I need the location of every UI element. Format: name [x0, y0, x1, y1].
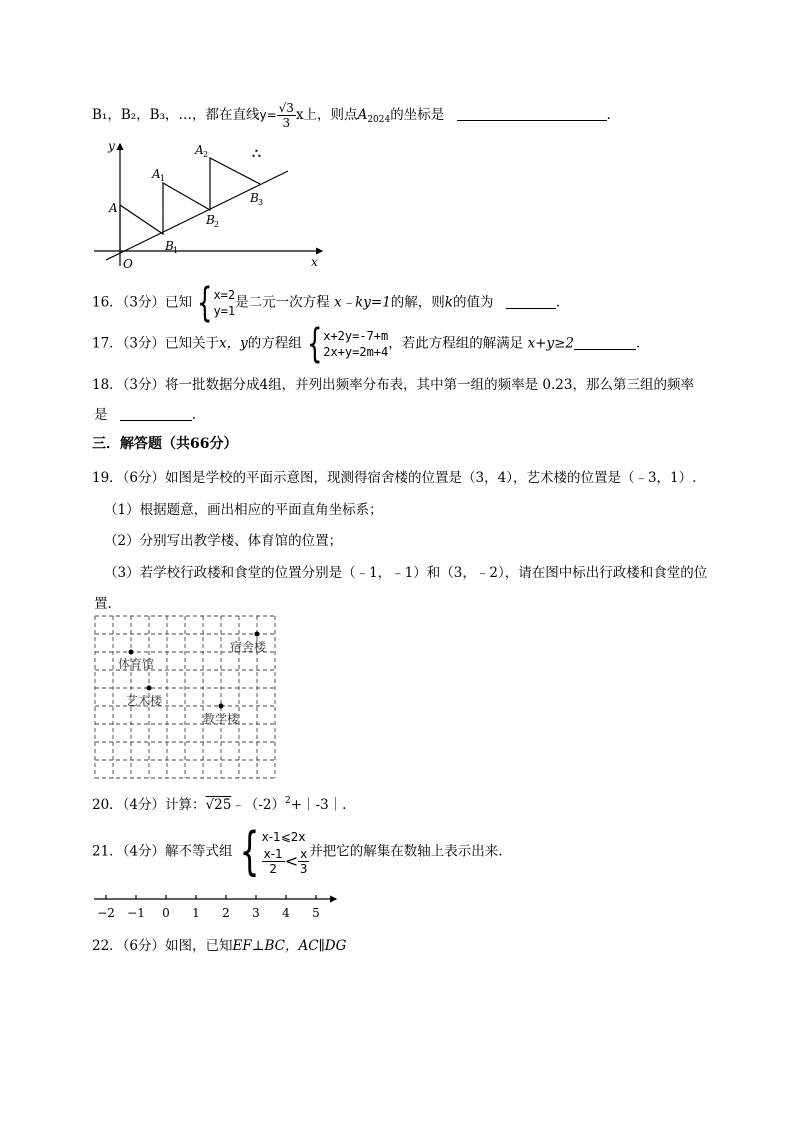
- tick-label: −1: [127, 906, 145, 920]
- tick-label: 4: [282, 906, 290, 920]
- tick-label: 1: [192, 906, 200, 920]
- label-a2-sub: 2: [203, 150, 209, 159]
- q16-k: k: [444, 294, 453, 311]
- q19-part2: （2）分别写出教学楼、体育馆的位置；: [104, 533, 343, 549]
- label-b2-sub: 2: [214, 220, 220, 229]
- q21-brace: {: [239, 822, 260, 882]
- q21-frac1-num: x-1: [263, 846, 283, 861]
- q20-exp: 2: [284, 796, 291, 806]
- q21-num: 21．（4分）解不等式组: [92, 843, 233, 860]
- q17-brace: {: [306, 321, 323, 367]
- q16-num: 16．（3分）已知: [92, 294, 193, 311]
- dorm-label: 宿舍楼: [230, 640, 267, 654]
- tick-label: 2: [222, 906, 230, 920]
- q18-line1: 18．（3分）将一批数据分成4组，并列出频率分布表，其中第一组的频率是 0.23，那么第三组的频率: [92, 377, 694, 393]
- q16-answer-blank[interactable]: [506, 296, 556, 309]
- q16-eq: x﹣ky=1: [333, 294, 391, 311]
- q17-line: [92, 321, 641, 367]
- q22-cond: EF⊥BC，AC∥DG: [232, 938, 347, 954]
- line-y-sqrt3-3x: [106, 171, 288, 260]
- q17-row1: x+2y=-7+m: [323, 329, 389, 343]
- q16-row1: x=2: [213, 288, 236, 302]
- gym-label: 体育馆: [118, 657, 155, 671]
- q17-mid: 的方程组: [247, 335, 302, 352]
- q16-row2: y=1: [213, 304, 236, 318]
- q21-tail: 并把它的解集在数轴上表示出来.: [309, 843, 503, 860]
- label-a1: A: [152, 167, 161, 181]
- q18-line2: [94, 403, 196, 423]
- q18-answer-blank[interactable]: [120, 408, 192, 421]
- label-o: O: [123, 257, 133, 270]
- label-a2: A: [195, 143, 204, 157]
- q17-system: [323, 328, 388, 360]
- q16-tail2: 的值为: [452, 294, 494, 311]
- q16-period: .: [555, 294, 561, 311]
- q20-num: 20．（4分）计算：: [92, 797, 206, 813]
- section-3-heading: 三．解答题（共66分）: [92, 436, 238, 452]
- label-a1-sub: 1: [160, 174, 166, 183]
- q20-root: √25: [205, 797, 232, 813]
- teach-label: 教学楼: [203, 712, 240, 726]
- q16-tail: 的解，则: [390, 294, 445, 311]
- q16-line: [92, 280, 561, 326]
- label-a: A: [109, 201, 118, 215]
- q17-answer-blank[interactable]: [574, 337, 636, 350]
- tick-label: 3: [252, 906, 260, 920]
- q17-row2: 2x+y=2m+4: [323, 345, 389, 359]
- tick-label: 0: [162, 906, 170, 920]
- q15-x-on: x上，则点: [295, 107, 358, 123]
- q16-mid: 是二元一次方程: [235, 294, 330, 311]
- school-grid-figure: [92, 613, 278, 781]
- label-b2: B: [206, 213, 215, 227]
- q15-figure: [92, 138, 332, 270]
- q17-cond: x+y≥2: [527, 335, 575, 352]
- q17-tail: ，若此方程组的解满足: [388, 335, 524, 352]
- q15-points: B₁，B₂，B₃，…，都在直线: [92, 107, 260, 123]
- q16-brace: {: [197, 280, 213, 326]
- q15-line: [92, 101, 611, 130]
- dorm-point: [255, 632, 260, 637]
- tick-label: 5: [312, 906, 320, 920]
- tick-label: −2: [97, 906, 115, 920]
- q21-system: [262, 829, 310, 876]
- q15-point-a: A: [357, 107, 368, 123]
- q15-answer-blank[interactable]: [457, 108, 607, 121]
- q20-line: [92, 793, 346, 813]
- q19-part1: （1）根据题意，画出相应的平面直角坐标系；: [104, 502, 383, 518]
- label-y: y: [108, 139, 115, 153]
- q15-frac-num: √3: [278, 101, 294, 115]
- q17-num: 17．（3分）已知关于: [92, 335, 220, 352]
- zigzag-triangles: [120, 158, 260, 234]
- label-b1: B: [165, 239, 174, 253]
- q21-frac2-den: 3: [299, 861, 308, 876]
- q15-tail: 的坐标是: [390, 107, 445, 123]
- q15-frac-den: 3: [282, 116, 291, 130]
- label-b3: B: [250, 191, 259, 205]
- q21-lt: <: [284, 851, 299, 870]
- q21-frac2-num: x: [300, 846, 308, 861]
- label-x: x: [311, 255, 318, 269]
- art-label: 艺术楼: [126, 694, 163, 708]
- q21-line: [92, 822, 503, 882]
- q15-point-a-sub: 2024: [367, 115, 391, 125]
- label-b3-sub: 3: [258, 198, 264, 207]
- q21-frac1-den: 2: [269, 861, 277, 876]
- q18-is: 是: [94, 407, 108, 423]
- q21-frac1: [262, 847, 285, 876]
- number-line: [92, 890, 352, 922]
- q15-period: .: [606, 107, 611, 123]
- q18-period: .: [191, 407, 197, 423]
- art-point: [147, 686, 152, 691]
- ellipsis-dots: ∴: [252, 146, 261, 162]
- q19-stem: 19．（6分）如图是学校的平面示意图，现测得宿舍楼的位置是（3，4），艺术楼的位置是（﹣3，1）.: [92, 470, 697, 486]
- label-b1-sub: 1: [173, 246, 179, 255]
- q20-tail: +｜-3｜.: [290, 797, 347, 813]
- q22-line: [92, 934, 346, 954]
- q17-period: .: [636, 335, 641, 352]
- q19-part3a: （3）若学校行政楼和食堂的位置分别是（﹣1，﹣1）和（3，﹣2），请在图中标出行政楼和食堂的位: [104, 565, 708, 581]
- q17-xy: x，y: [219, 335, 248, 352]
- gym-point: [129, 650, 134, 655]
- q21-frac2: [298, 847, 309, 876]
- q15-fraction: [277, 101, 296, 130]
- teach-point: [219, 704, 224, 709]
- q19-part3b: 置.: [94, 596, 112, 612]
- q16-system: [213, 287, 235, 319]
- q20-mid: ﹣（-2）: [231, 797, 285, 813]
- q15-eq-y: y=: [259, 108, 277, 122]
- q21-row1: x-1⩽2x: [261, 829, 306, 844]
- q22-num: 22．（6分）如图，已知: [92, 938, 233, 954]
